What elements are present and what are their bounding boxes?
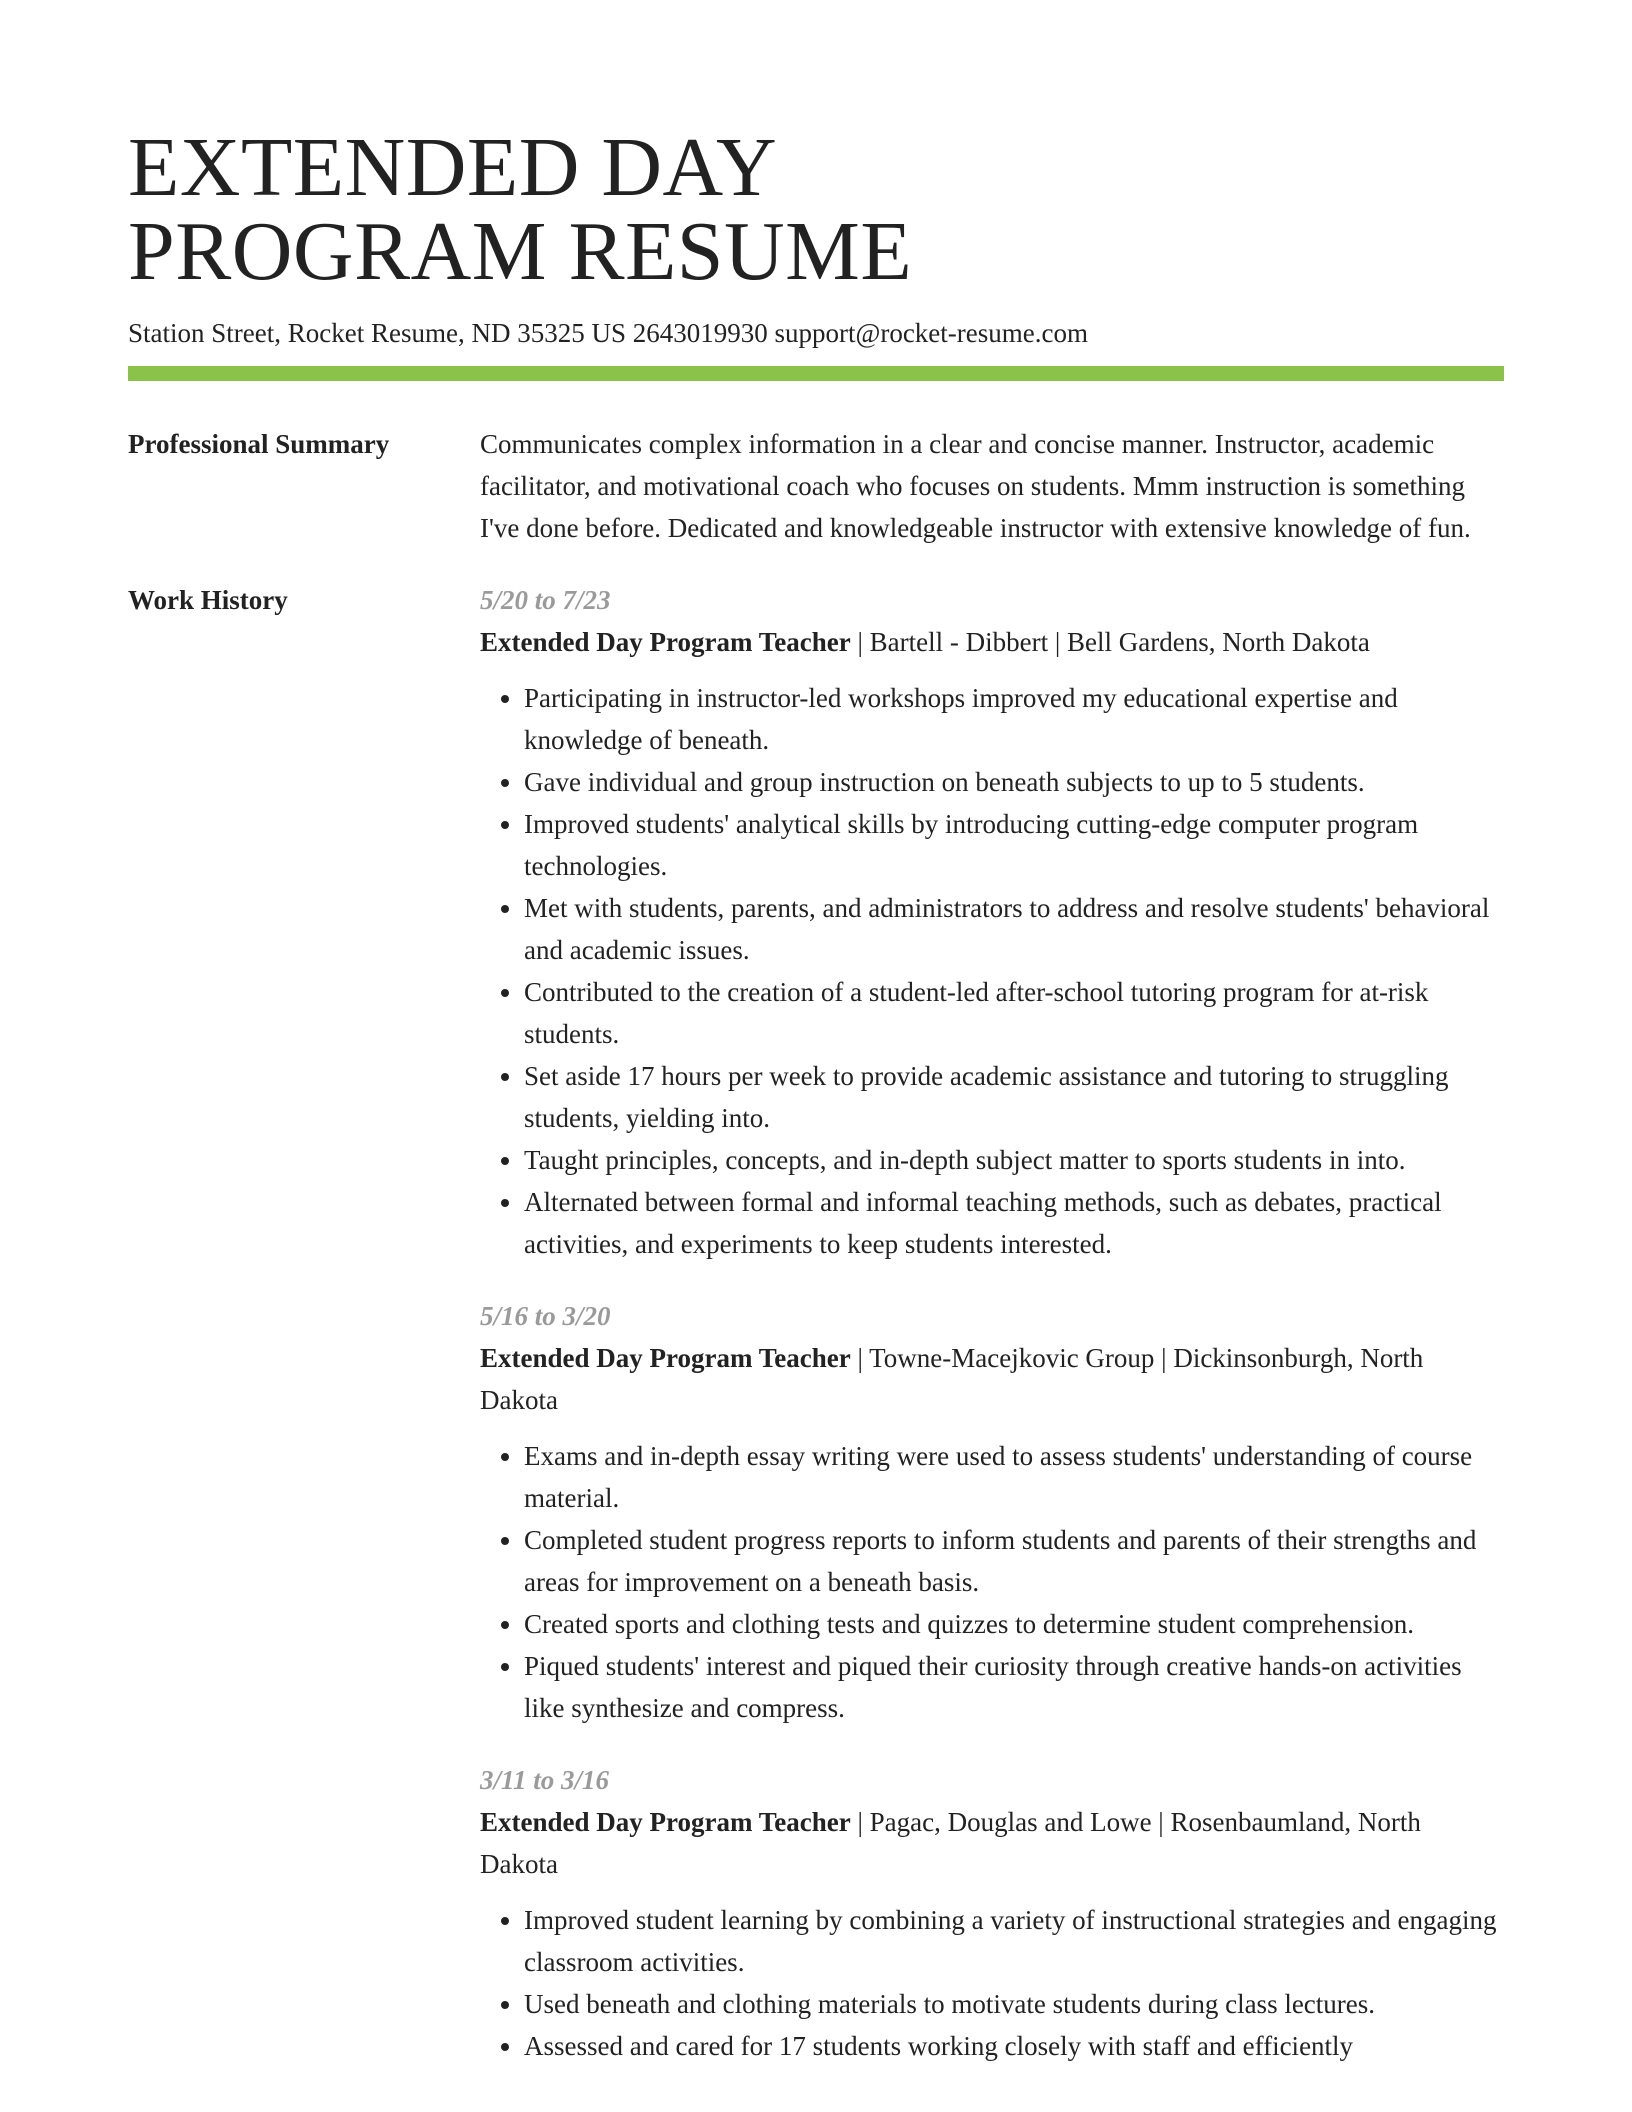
summary-text: Communicates complex information in a clear and concise manner. Instructor, academic facilitator, and motivational coach who focuses on students. Mmm instruction is something I've done before. Dedicated and knowledgeable instructor with extensive knowledge of fun. xyxy=(480,429,1471,543)
job-heading xyxy=(480,1337,1504,1421)
resume-title xyxy=(128,0,1504,298)
job-bullet: • Improved students' analytical skills by introducing cutting-edge computer program technologies. xyxy=(524,803,1504,887)
job-title: Extended Day Program Teacher xyxy=(480,1343,851,1373)
job-bullet: • Gave individual and group instruction on beneath subjects to up to 5 students. xyxy=(524,761,1504,803)
job-bullet-list xyxy=(480,1899,1504,2067)
job-bullet: • Contributed to the creation of a student-led after-school tutoring program for at-risk students. xyxy=(524,971,1504,1055)
section-heading-summary: Professional Summary xyxy=(128,429,390,459)
accent-divider xyxy=(128,366,1504,381)
job-bullet: • Set aside 17 hours per week to provide academic assistance and tutoring to struggling students, yielding into. xyxy=(524,1055,1504,1139)
job-dates: 5/16 to 3/20 xyxy=(480,1301,611,1331)
job-bullet: • Met with students, parents, and administrators to address and resolve students' behavioral and academic issues. xyxy=(524,887,1504,971)
job-heading xyxy=(480,1801,1504,1885)
job-bullet: • Used beneath and clothing materials to motivate students during class lectures. xyxy=(524,1983,1504,2025)
job-bullet: • Taught principles, concepts, and in-depth subject matter to sports students in into. xyxy=(524,1139,1504,1181)
job-entry xyxy=(480,579,1504,1265)
work-history-section xyxy=(128,579,1504,2097)
job-bullet: • Exams and in-depth essay writing were used to assess students' understanding of course material. xyxy=(524,1435,1504,1519)
resume-title-line-2: PROGRAM RESUME xyxy=(128,205,913,298)
job-bullet: • Completed student progress reports to inform students and parents of their strengths and areas for improvement on a beneath basis. xyxy=(524,1519,1504,1603)
job-details: | Towne-Macejkovic Group | Dickinsonburgh, North Dakota xyxy=(480,1343,1424,1415)
job-heading xyxy=(480,621,1504,663)
section-heading-work-history: Work History xyxy=(128,585,288,615)
job-bullet-list xyxy=(480,677,1504,1265)
resume-title-line-1: EXTENDED DAY xyxy=(128,121,778,214)
job-dates: 5/20 to 7/23 xyxy=(480,585,611,615)
job-dates: 3/11 to 3/16 xyxy=(480,1765,610,1795)
job-bullet: • Participating in instructor-led workshops improved my educational expertise and knowledge of beneath. xyxy=(524,677,1504,761)
job-entry xyxy=(480,1295,1504,1729)
job-title: Extended Day Program Teacher xyxy=(480,627,851,657)
work-history-list xyxy=(480,579,1504,2097)
job-bullet: • Improved student learning by combining a variety of instructional strategies and engaging classroom activities. xyxy=(524,1899,1504,1983)
job-bullet-list xyxy=(480,1435,1504,1729)
job-title: Extended Day Program Teacher xyxy=(480,1807,851,1837)
job-bullet: • Created sports and clothing tests and quizzes to determine student comprehension. xyxy=(524,1603,1504,1645)
job-bullet: • Alternated between formal and informal teaching methods, such as debates, practical activities, and experiments to keep students interested. xyxy=(524,1181,1504,1265)
job-bullet: • Piqued students' interest and piqued their curiosity through creative hands-on activities like synthesize and compress. xyxy=(524,1645,1504,1729)
job-bullet: • Assessed and cared for 17 students working closely with staff and efficiently xyxy=(524,2025,1504,2067)
job-details: | Pagac, Douglas and Lowe | Rosenbaumland, North Dakota xyxy=(480,1807,1421,1879)
resume-page xyxy=(128,0,1504,2097)
professional-summary-section xyxy=(128,423,1504,549)
job-entry xyxy=(480,1759,1504,2067)
job-details: | Bartell - Dibbert | Bell Gardens, North Dakota xyxy=(850,627,1370,657)
contact-info: Station Street, Rocket Resume, ND 35325 US 2643019930 support@rocket-resume.com xyxy=(128,318,1088,348)
